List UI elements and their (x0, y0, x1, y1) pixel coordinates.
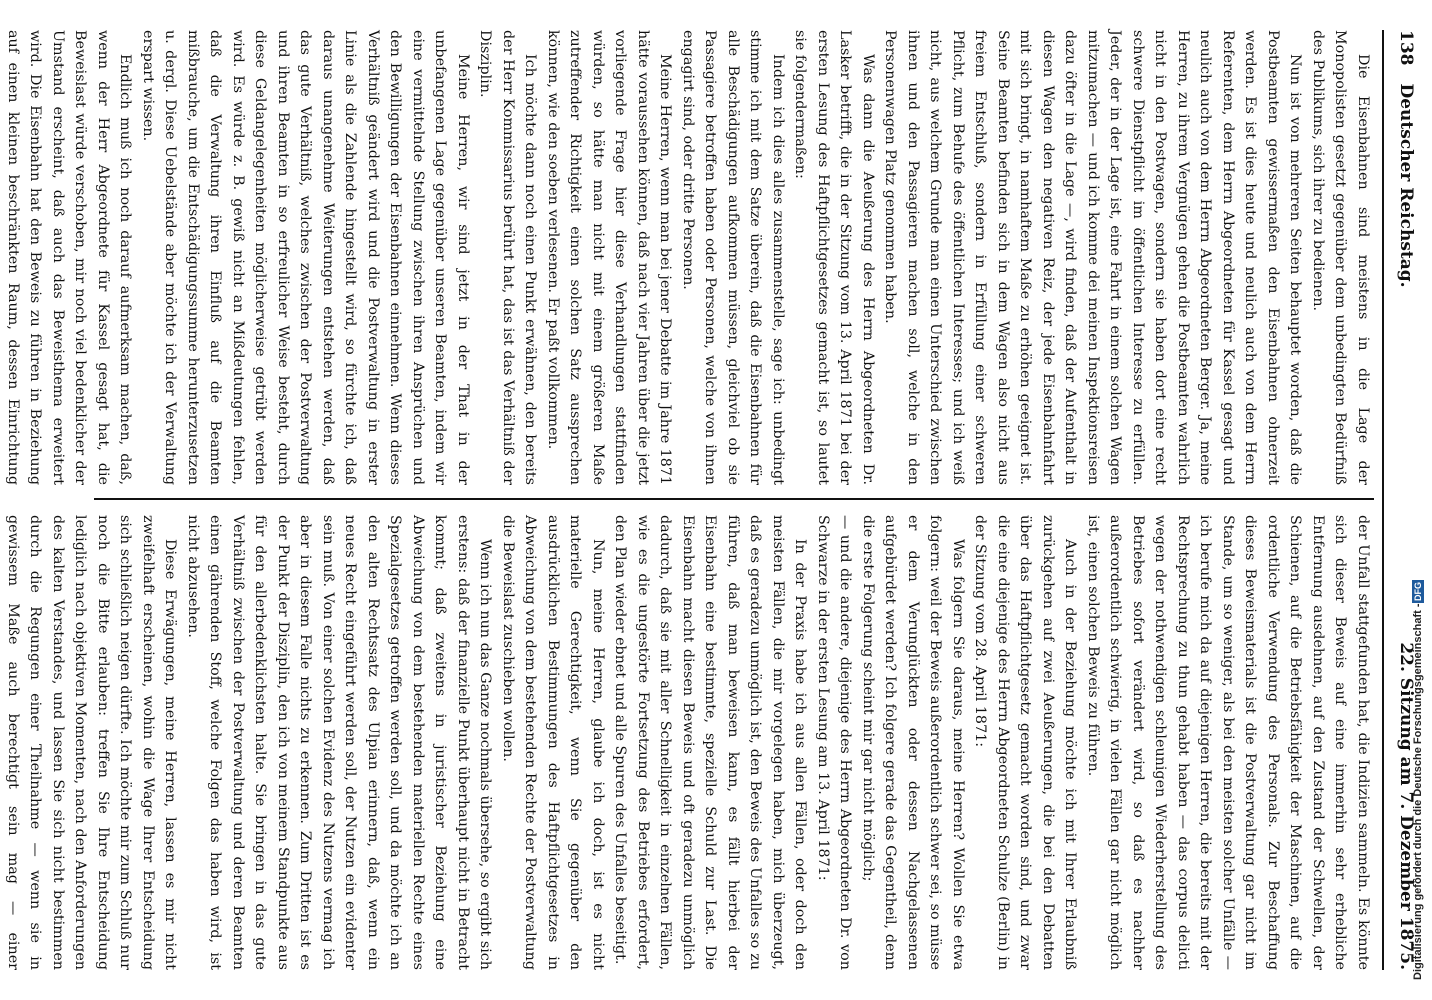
paragraph: Die Eisenbahnen sind meistens in die Lage der Monopolisten gesetzt gegenüber dem unbedingten Bedürfniß des Publikums, sich ihrer zu bedienen. (1310, 30, 1371, 485)
dfg-logo: DFG (1413, 582, 1423, 602)
paragraph: Wenn ich nun das Ganze nochmals übersehe, so ergibt sich erstens: daß der finanzielle Punkt überhaupt nicht in Betracht kommt; daß zweitens in juristischer Beziehung eine Abweichung von dem bestehenden materiellen Rechte eines Spezialgesetzes getroffen werden soll, und da möchte ich an den alten Rechtssatz des Ulpian erinnern, daß, wenn ein neues Recht eingeführt werden soll, der Nutzen ein evidenter sein muß. Von einer solchen Evidenz des Nutzens vermag ich aber in diesem Falle nichts zu erkennen. Zum Dritten ist es der Punkt der Disziplin, den ich von meinem Standpunkte aus für den allerbedenklichsten halte. Sie bringen in das gute Verhältniß zwischen der Postverwaltung und deren Beamten einen gährenden Stoff, welche Folgen das haben wird, ist nicht abzusehen. (185, 515, 494, 970)
page-number: 138 (1396, 30, 1416, 66)
paragraph: Was dann die Aeußerung des Herrn Abgeordneten Dr. Lasker betrifft, die in der Sitzung vom 13. April 1871 bei der ersten Lesung des Haftpflichtgesetzes gemacht ist, so lautet sie folgendermaßen: (792, 30, 876, 485)
paragraph: der Unfall stattgefunden hat, die Indizien sammeln. Es könnte sich dieser Beweis auf eine immerhin sehr erhebliche Entfernung ausdehnen, auf den Zustand der Schwellen, der Schienen, auf die Betriebsfähigkeit der Maschinen, auf die ordentliche Verwendung des Personals. Zur Beschaffung dieses Beweismaterials ist die Postverwaltung gar nicht im Stande, um so weniger, als bei den meisten solcher Unfälle — ich berufe mich da auf diejenigen Herren, die bereits mit der Rechtsprechung zu thun gehabt haben — das corpus delicti wegen der nothwendigen schleunigen Wiederherstellung des Betriebes sofort verändert wird, so daß es nachher außerordentlich schwierig, in vielen Fällen gar nicht möglich ist, einen solchen Beweis zu führen. (1085, 515, 1371, 970)
paragraph: — und die andere, diejenige des Herrn Abgeordneten Dr. von Schwarze in der ersten Lesung am 13. April 1871: (815, 515, 854, 970)
paragraph: Meine Herren, wir sind jetzt in der That in der unbefangenen Lage gegenüber unseren Beamten, indem wir eine vermittelnde Stellung zwischen ihren Ansprüchen und den Bewilligungen der Eisenbahnen einnehmen. Wenn dieses Verhältniß geändert wird und die Postverwaltung in erster Linie als die Zahlende hingestellt wird, so fürchte ich, daß daraus unangenehme Weiterungen entstehen werden, daß das gute Verhältniß, welches zwischen der Postverwaltung und ihren Beamten in so erfreulicher Weise besteht, durch diese Geldangelegenheiten möglicherweise getrübt werden wird. Es würde z. B. gewiß nicht an Mißdeutungen fehlen, daß die Verwaltung ihren Einfluß auf die Beamten mißbrauche, um die Entschädigungssumme herunterzusetzen u. dergl. Diese Uebelstände aber möchte ich der Verwaltung erspart wissen. (140, 30, 471, 485)
right-column (5, 515, 1374, 970)
paragraph: Endlich muß ich noch darauf aufmerksam machen, daß, wenn der Herr Abgeordnete für Kassel gesagt hat, die Beweislast würde verschoben, mir noch viel bedenklicher der Umstand erscheint, daß auch das Beweisthema erweitert wird. Die Eisenbahn hat den Beweis zu führen in Beziehung auf einen kleinen beschränkten Raum, dessen Einrichtung (5, 30, 134, 485)
header-rule (1382, 30, 1384, 970)
paragraph: Nun ist von mehreren Seiten behauptet worden, daß die Postbeamten gewissermaßen den Eisenbahnen ohnerzeit werden. Es ist dies heute und neulich auch von dem Herrn Referenten, dem Herrn Abgeordneten für Kassel gesagt und neulich auch von dem Herrn Abgeordneten Berger. Ja, meine Herren, zu ihrem Vergnügen gehen die Postbeamten wahrlich nicht in den Postwagen, sondern sie haben dort eine recht schwere Dienstpflicht im öffentlichen Interesse zu erfüllen. Jeder, der in der Lage ist, eine Fahrt in einem solchen Wagen mitzumachen — und ich komme dei meinen Inspektionsreisen dazu öfter in die Lage —, wird finden, daß der Aufenthalt in diesen Wagen den negativen Reiz, der jede Eisenbahnfahrt mit sich bringt, in namhaftem Maße zu erhöhen geeignet ist. Seine Beamten befinden sich in dem Wagen also nicht aus freiem Entschluß, sondern in Erfüllung einer schweren Pflicht, zum Behufe des öffentlichen Interesses; und ich weiß nicht, aus welchem Grunde man einen Unterschied zwischen ihnen und den Passagieren machen soll, welche in den Personenwagen Platz genommen haben. (882, 30, 1304, 485)
column-divider (94, 498, 1374, 500)
header-title-left: Deutscher Reichstag. (1396, 83, 1416, 288)
paragraph: Ich möchte dann noch einen Punkt erwähnen, den bereits der Herr Kommissarius berührt hat, das ist das Verhältniß der Disziplin. (477, 30, 539, 485)
quote-paragraph: In der Praxis habe ich aus allen Fällen, oder doch den meisten Fällen, die mir vorgelegen haben, mich überzeugt, daß es geradezu unmöglich ist, den Beweis des Unfalles so zu führen, daß man beweisen kann, es fällt hierbei der Eisenbahn eine bestimmte, spezielle Schuld zur Last. Die Eisenbahn macht diesen Beweis und oft geradezu unmöglich dadurch, daß sie mit aller Schnelligkeit in einzelnen Fällen, wie es die ungestörte Fortsetzung des Betriebes erfordert, den Plan wieder ebnet und alle Spuren des Unfalles beseitigt. (612, 515, 809, 970)
header-title-right: 22. Sitzung am 7. Dezember 1875. (1396, 642, 1416, 970)
document-page (5, 30, 1426, 970)
paragraph: Auch in der Beziehung möchte ich mit Ihrer Erlaubniß zurückgehen auf zwei Aeußerungen, die bei den Debatten über das Haftpflichtgesetz gemacht worden sind, und zwar die eine diejenige des Herrn Abgeordneten Schulze (Berlin) in der Sitzung vom 28. April 1871: (972, 515, 1079, 970)
left-column (5, 30, 1374, 485)
quote-paragraph: Indem ich dies alles zusammenstelle, sage ich: unbedingt stimme ich mit dem Satze überein, daß die Eisenbahnen für alle Beschädigungen aufkommen müssen, gleichviel ob sie Passagiere betroffen haben oder Personen, welche von ihnen engagirt sind, oder dritte Personen. (680, 30, 786, 485)
quote-paragraph: Was folgern Sie daraus, meine Herren? Wollen Sie etwa folgern: weil der Beweis außerordentlich schwer sei, so müsse er dem Verunglückten oder dessen Nachgelassenen aufgebürdet werden? Ich folgere gerade das Gegentheil, denn die erste Folgerung scheint mir gar nicht möglich; (860, 515, 966, 970)
digitization-credit (1410, 20, 1426, 980)
paragraph: Nun, meine Herren, glaube ich doch, ist es nicht materielle Gerechtigkeit, wenn Sie gegenüber den ausdrücklichen Bestimmungen des Haftpflichtgesetzes in Abweichung von dem bestehenden Rechte der Postverwaltung die Beweislast zuschieben wollen. (500, 515, 606, 970)
paragraph: Meine Herren, wenn man bei jener Debatte im Jahre 1871 hätte voraussehen können, daß nach vier Jahren über die jetzt vorliegende Frage hier diese Verhandlungen stattfinden würden, so hätte man nicht mit einem größeren Maße zutreffender Richtigkeit einen solchen Satz aussprechen können, wie den soeben verlesenen. Er paßt vollkommen. (545, 30, 674, 485)
paragraph: Diese Erwägungen, meine Herren, lassen es mir nicht zweifelhaft erscheinen, wohin die Wage Ihrer Entscheidung sich schließlich neigen dürfte. Ich möchte mir zum Schluß nur noch die Bitte erlauben: treffen Sie Ihre Entscheidung lediglich nach objektiven Momenten, nach den Anforderungen des kalten Verstandes, und lassen Sie sich nicht bestimmen durch die Regungen einer Theilnahme — wenn sie in gewissem Maße auch berechtigt sein mag — einer (5, 515, 179, 970)
credit-text: Digitalisierung gefördert durch die Deutsche Forschungsgemeinschaft - (1412, 603, 1424, 980)
